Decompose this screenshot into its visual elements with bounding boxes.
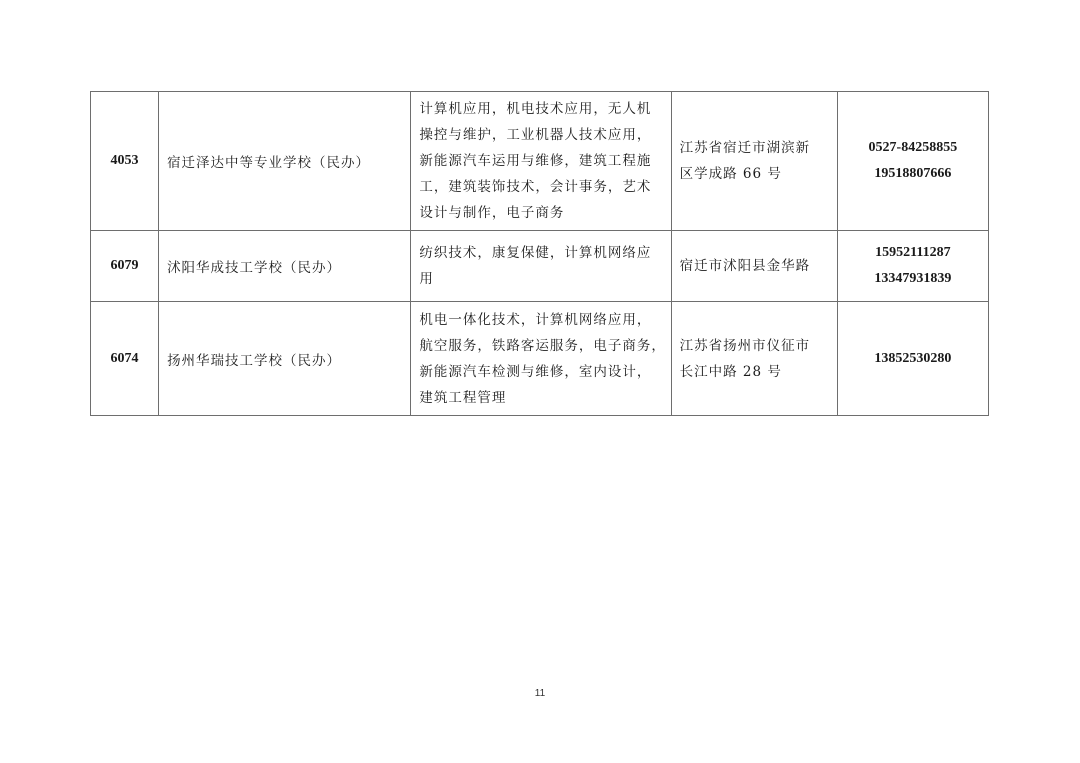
school-majors (411, 92, 671, 231)
school-majors (411, 302, 671, 416)
school-majors (411, 231, 671, 302)
school-address (671, 302, 837, 416)
school-phone (837, 92, 988, 231)
major-line: 新能源汽车运用与维修，建筑工程施 (419, 153, 652, 169)
major-line: 计算机应用，机电技术应用，无人机 (419, 101, 652, 117)
major-line: 航空服务，铁路客运服务，电子商务， (419, 337, 666, 354)
major-line: 新能源汽车检测与维修，室内设计， (419, 363, 652, 380)
major-line: 设计与制作，电子商务 (419, 205, 565, 221)
school-name: 沭阳华成技工学校（民办） (159, 231, 411, 302)
school-code: 6074 (91, 302, 159, 416)
phone-number: 0527-84258855 (868, 140, 958, 155)
school-code: 4053 (91, 92, 159, 231)
school-phone (837, 302, 988, 416)
school-name: 扬州华瑞技工学校（民办） (159, 302, 411, 416)
school-code: 6079 (91, 231, 159, 302)
address-line: 江苏省扬州市仪征市 (679, 337, 811, 354)
phone-number: 13852530280 (874, 350, 952, 366)
school-phone (837, 231, 988, 302)
major-line: 建筑工程管理 (419, 389, 507, 406)
address-line: 宿迁市沭阳县金华路 (679, 258, 811, 274)
address-line: 江苏省宿迁市湖滨新 (679, 140, 811, 156)
school-address (671, 231, 837, 302)
table-row (91, 302, 989, 416)
table-row (91, 92, 989, 231)
major-line: 操控与维护，工业机器人技术应用， (419, 127, 652, 143)
address-line: 区学成路 66 号 (679, 166, 782, 182)
address-line: 长江中路 28 号 (679, 363, 782, 380)
major-line: 机电一体化技术，计算机网络应用， (419, 311, 652, 328)
school-address (671, 92, 837, 231)
schools-table (90, 91, 989, 416)
table-row (91, 231, 989, 302)
phone-number: 13347931839 (874, 271, 952, 286)
major-line: 用 (419, 271, 434, 287)
major-line: 工，建筑装饰技术，会计事务，艺术 (419, 179, 652, 195)
page-number: 11 (534, 688, 546, 699)
major-line: 纺织技术，康复保健，计算机网络应 (419, 245, 652, 261)
phone-number: 15952111287 (875, 245, 951, 260)
phone-number: 19518807666 (874, 166, 952, 181)
school-name: 宿迁泽达中等专业学校（民办） (159, 92, 411, 231)
